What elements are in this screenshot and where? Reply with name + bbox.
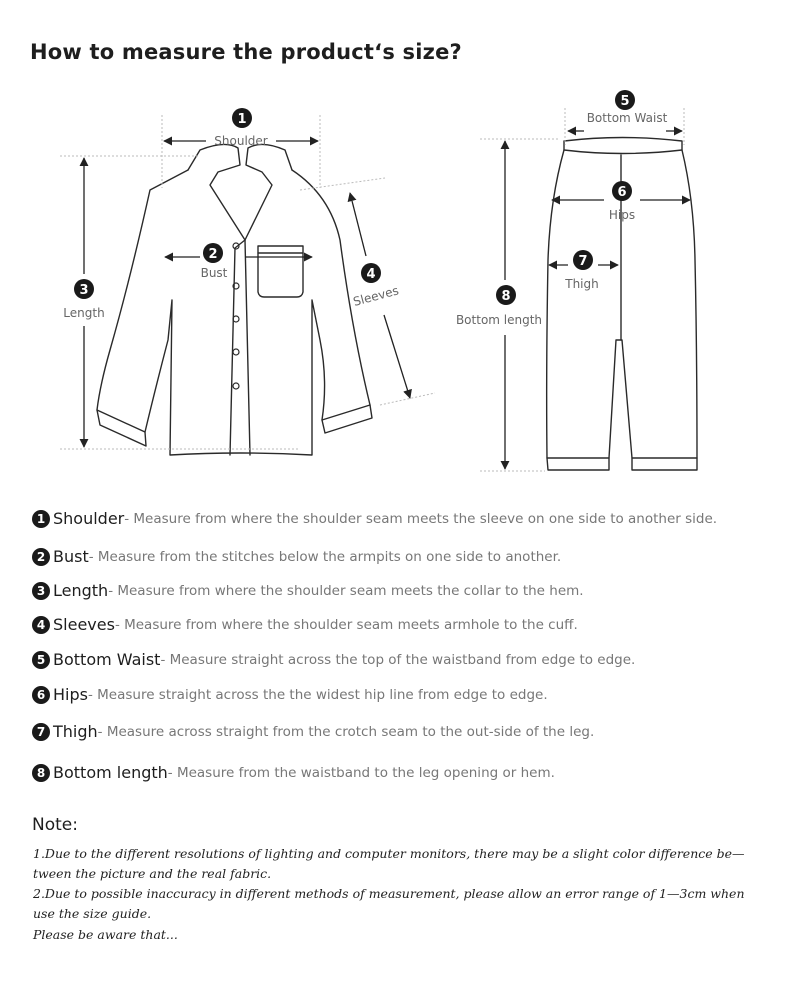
note-line-4: use the size guide. — [33, 906, 152, 921]
note-line-3: 2.Due to possible inaccuracy in different methods of measurement, please allow an error range of 1—3cm when — [33, 886, 745, 901]
shoulder-label: Shoulder — [214, 134, 268, 148]
note-title: Note: — [32, 815, 78, 835]
list-item-bottom-length — [32, 763, 555, 782]
bottom-length-desc: - Measure from the waistband to the leg opening or hem. — [167, 764, 555, 781]
thigh-label: Thigh — [565, 277, 599, 291]
list-item-bust — [32, 547, 561, 566]
list-item-sleeves — [32, 615, 578, 634]
list-item-shoulder — [32, 509, 717, 528]
sleeves-term: Sleeves — [53, 615, 115, 634]
length-number: 3 — [79, 283, 89, 298]
hips-number: 6 — [617, 185, 627, 200]
bust-desc: - Measure from the stitches below the armpits on one side to another. — [88, 548, 562, 565]
list-item-thigh — [32, 722, 594, 741]
note-line-5: Please be aware that... — [33, 927, 178, 942]
bust-term: Bust — [53, 547, 89, 566]
shoulder-term: Shoulder — [53, 509, 125, 528]
hips-badge: 6 — [32, 686, 50, 704]
bottom-waist-badge: 5 — [32, 651, 50, 669]
thigh-marker — [564, 250, 599, 291]
length-badge: 3 — [32, 582, 50, 600]
length-marker — [63, 279, 104, 320]
bottom-length-number: 8 — [501, 289, 511, 304]
bottom-waist-number: 5 — [620, 94, 630, 109]
shoulder-number: 1 — [237, 112, 247, 127]
sleeves-number: 4 — [366, 267, 376, 282]
bust-label: Bust — [200, 266, 228, 280]
bottom-length-label: Bottom length — [455, 313, 543, 327]
bottom-length-term: Bottom length — [53, 763, 168, 782]
bust-number: 2 — [208, 247, 218, 262]
length-desc: - Measure from where the shoulder seam meets the collar to the hem. — [108, 582, 584, 599]
bottom-waist-marker — [587, 90, 668, 125]
thigh-badge: 7 — [32, 723, 50, 741]
hips-marker — [609, 181, 635, 222]
shoulder-marker — [214, 108, 268, 148]
hips-term: Hips — [53, 685, 88, 704]
thigh-number: 7 — [578, 254, 588, 269]
sleeves-desc: - Measure from where the shoulder seam meets armhole to the cuff. — [114, 616, 578, 633]
hips-desc: - Measure straight across the the widest hip line from edge to edge. — [87, 686, 548, 703]
note-line-1: 1.Due to the different resolutions of lighting and computer monitors, there may be a slight color difference be— — [33, 846, 745, 861]
sleeves-badge: 4 — [32, 616, 50, 634]
page-title: How to measure the product‘s size? — [30, 40, 462, 64]
bottom-length-marker — [456, 285, 542, 327]
bust-badge: 2 — [32, 548, 50, 566]
bottom-length-badge: 8 — [32, 764, 50, 782]
sleeves-marker — [352, 263, 400, 309]
bottom-waist-label: Bottom Waist — [586, 111, 668, 125]
hips-label: Hips — [608, 208, 636, 222]
shoulder-badge: 1 — [32, 510, 50, 528]
length-term: Length — [53, 581, 109, 600]
list-item-length — [32, 581, 584, 600]
shirt-illustration — [97, 144, 372, 455]
note-line-2: tween the picture and the real fabric. — [33, 866, 272, 881]
thigh-term: Thigh — [53, 722, 98, 741]
list-item-hips — [32, 685, 548, 704]
thigh-desc: - Measure across straight from the crotch seam to the out-side of the leg. — [97, 723, 595, 740]
length-label: Length — [63, 306, 105, 320]
measurement-diagram — [0, 0, 790, 490]
bottom-waist-desc: - Measure straight across the top of the waistband from edge to edge. — [160, 651, 636, 668]
bust-marker — [201, 243, 228, 280]
list-item-bottom-waist — [32, 650, 635, 669]
sleeves-label: Sleeves — [351, 283, 401, 309]
bottom-waist-term: Bottom Waist — [53, 650, 161, 669]
shoulder-desc: - Measure from where the shoulder seam meets the sleeve on one side to another side. — [124, 510, 718, 527]
